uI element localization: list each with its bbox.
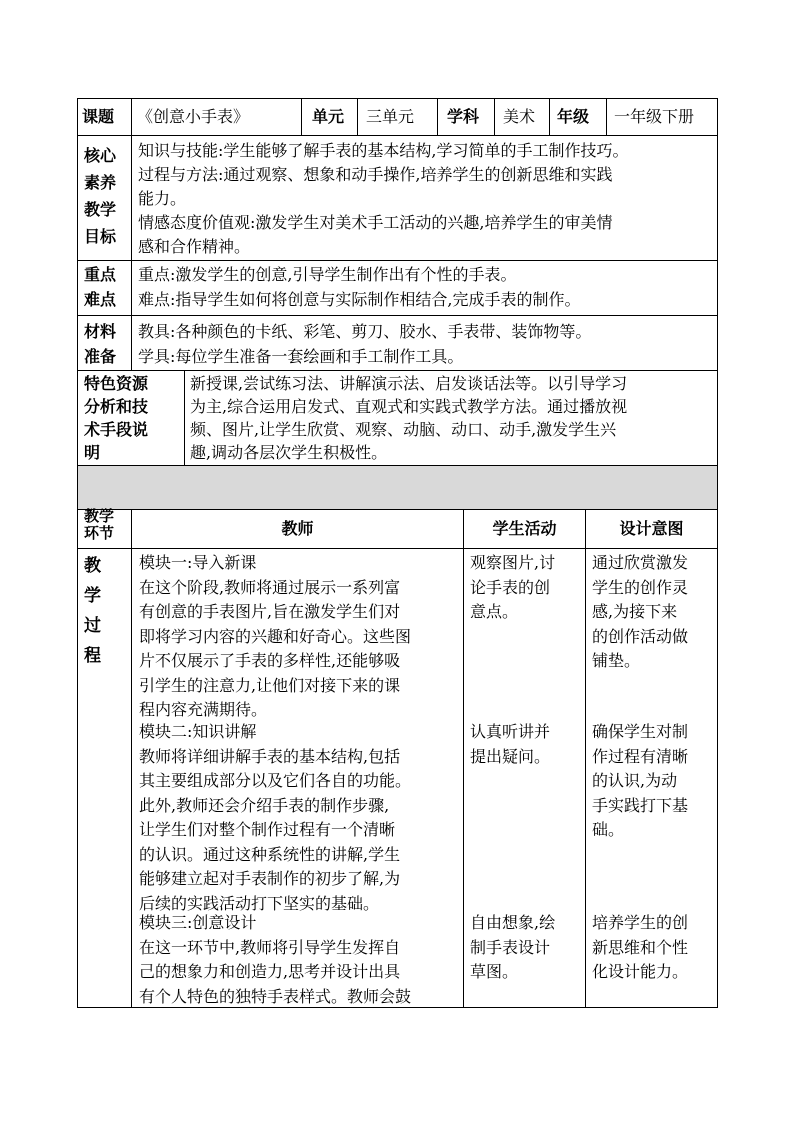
table-border-top	[77, 98, 718, 99]
methods-text: 新授课,尝试练习法、讲解演示法、启发谈话法等。以引导学习 为主,综合运用启发式、直观式和实践式教学方法。通过播放视 频、图片,让学生欣赏、观察、动脑、动口、动手,激发学生兴 趣,调动各层次学生积极性。	[190, 374, 628, 462]
table-border-right	[717, 98, 718, 1008]
row-divider	[77, 315, 718, 316]
col-divider	[131, 135, 132, 370]
process-label: 教 学 过 程	[84, 556, 101, 666]
methods-label: 特色资源 分析和技 术手段说 明	[84, 374, 149, 462]
module-3-teacher: 模块三:创意设计 在这一环节中,教师将引导学生发挥自 己的想象力和创造力,思考并设计出具 有个人特色的独特手表样式。教师会鼓	[139, 913, 412, 1006]
key-points-label: 重点 难点	[84, 265, 117, 309]
unit-label: 单元	[312, 107, 345, 126]
module-2-intent: 确保学生对制 作过程有清晰 的认识,为动 手实践打下基 础。	[592, 722, 689, 839]
col-divider	[549, 98, 550, 135]
key-points-text: 重点:激发学生的创意,引导学生制作出有个性的手表。 难点:指导学生如何将创意与实际制作相结合,完成手表的制作。	[138, 265, 581, 309]
grey-spacer-row	[78, 466, 717, 509]
table-border-left	[77, 98, 78, 1008]
module-1-intent: 通过欣赏激发 学生的创作灵 感,为接下来 的创作活动做 铺垫。	[592, 553, 689, 670]
objectives-text: 知识与技能:学生能够了解手表的基本结构,学习简单的手工制作技巧。 过程与方法:通过观察、想象和动手操作,培养学生的创新思维和实践 能力。 情感态度价值观:激发学生对美术手工活动的兴趣,培养学生的审美情 感和合作精神。	[138, 141, 629, 256]
materials-text: 教具:各种颜色的卡纸、彩笔、剪刀、胶水、手表带、装饰物等。 学具:每位学生准备一套绘画和手工制作工具。	[138, 322, 592, 366]
row-divider	[77, 509, 718, 510]
module-3-intent: 培养学生的创 新思维和个性 化设计能力。	[592, 913, 689, 981]
student-column-header: 学生活动	[492, 519, 557, 538]
row-divider	[77, 260, 718, 261]
col-divider	[463, 509, 464, 1007]
col-divider	[131, 509, 132, 1007]
row-divider	[77, 135, 718, 136]
module-3-student: 自由想象,绘 制手表设计 草图。	[470, 913, 556, 981]
subject-value: 美术	[503, 107, 536, 126]
grade-label: 年级	[557, 107, 590, 126]
topic-label: 课题	[82, 107, 115, 126]
intent-column-header: 设计意图	[619, 519, 684, 538]
row-divider	[77, 548, 718, 549]
section-label: 教学 环节	[84, 507, 115, 542]
module-1-teacher: 模块一:导入新课 在这个阶段,教师将通过展示一系列富 有创意的手表图片,旨在激发学生们对 即将学习内容的兴趣和好奇心。这些图 片不仅展示了手表的多样性,还能够吸 引学生的注意力,让他们对接下来的课 程内容充满期待。	[139, 553, 412, 719]
unit-value: 三单元	[366, 107, 415, 126]
col-divider	[184, 370, 185, 465]
row-divider	[77, 370, 718, 371]
module-1-student: 观察图片,讨 论手表的创 意点。	[470, 553, 556, 621]
module-2-student: 认真听讲并 提出疑问。	[470, 722, 551, 766]
objectives-label: 核心 素养 教学 目标	[84, 146, 117, 246]
teacher-column-header: 教师	[281, 519, 314, 538]
topic-value: 《创意小手表》	[137, 107, 250, 126]
col-divider	[494, 98, 495, 135]
module-2-teacher: 模块二:知识讲解 教师将详细讲解手表的基本结构,包括 其主要组成部分以及它们各自的功能。 此外,教师还会介绍手表的制作步骤, 让学生们对整个制作过程有一个清晰 的认识。通过这种系统性的讲解,学生 能够建立起对手表制作的初步了解,为 后续的实践活动打下坚实的基础。	[139, 722, 412, 913]
materials-label: 材料 准备	[84, 322, 117, 366]
col-divider	[437, 98, 438, 135]
col-divider	[585, 509, 586, 1007]
grade-value: 一年级下册	[614, 107, 695, 126]
subject-label: 学科	[447, 107, 480, 126]
col-divider	[606, 98, 607, 135]
col-divider	[131, 98, 132, 135]
col-divider	[357, 98, 358, 135]
col-divider	[301, 98, 302, 135]
